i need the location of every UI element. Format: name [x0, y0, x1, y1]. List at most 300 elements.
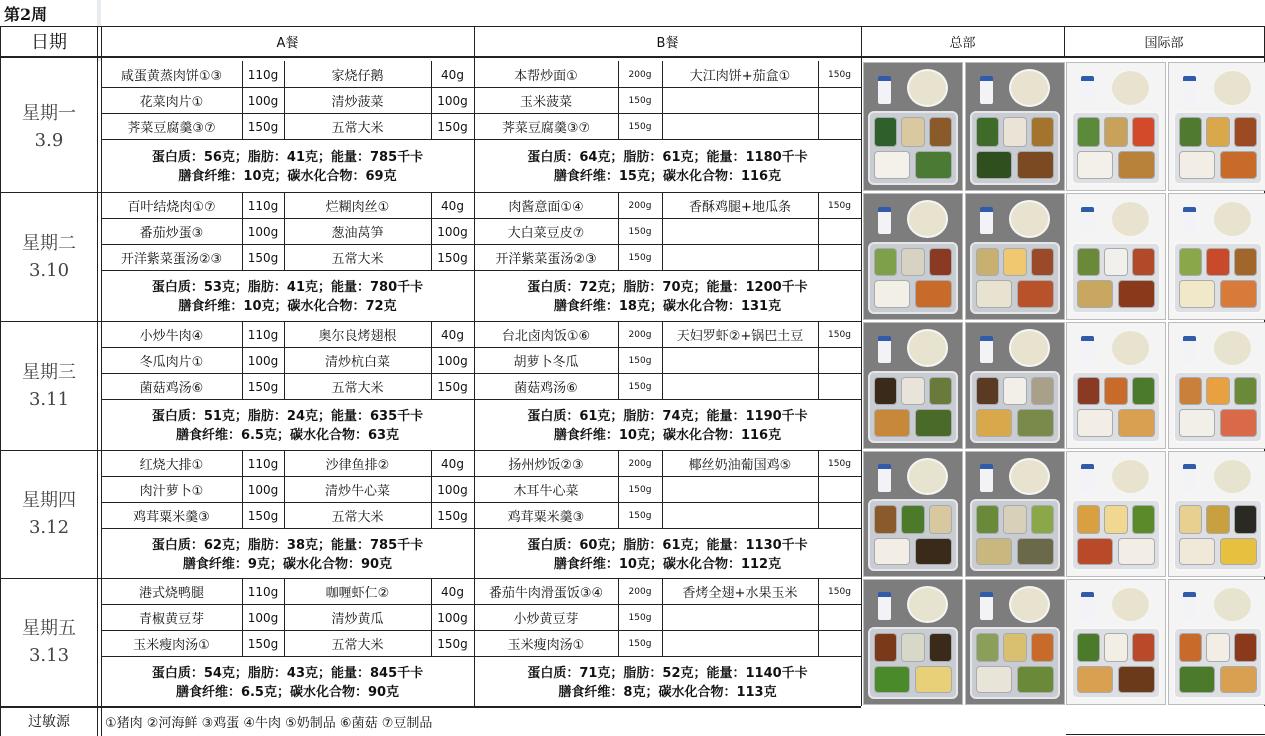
b-side-weight	[818, 219, 861, 244]
tray-compartment	[1234, 117, 1256, 146]
b-side-weight: 150g	[828, 586, 851, 597]
soup-bowl	[1212, 329, 1253, 367]
grid-line	[662, 113, 663, 139]
food-tray	[868, 499, 958, 571]
a-dish-name: 小炒牛肉④	[139, 329, 204, 344]
grid-line	[618, 373, 619, 399]
drink-cup	[1183, 207, 1197, 235]
day-cell	[1, 192, 97, 321]
b-side-weight	[818, 374, 861, 399]
date-label: 3.10	[28, 259, 70, 281]
a-side-weight: 150g	[437, 119, 468, 134]
a-side-name: 葱油莴笋	[331, 226, 384, 241]
a-side-weight: 100g	[437, 482, 468, 497]
grid-line	[101, 270, 861, 271]
soup-bowl	[1009, 200, 1050, 238]
a-side-name: 家烧仔鹅	[331, 69, 384, 84]
grid-line	[618, 347, 619, 373]
tray-compartment	[1003, 248, 1027, 277]
a-side-name: 沙律鱼排②	[325, 458, 390, 473]
b-side-weight: 150g	[828, 458, 851, 469]
nutrition-line: 膳食纤维：6.5克；碳水化合物：63克	[175, 428, 400, 443]
food-tray	[1173, 242, 1263, 315]
tray-compartment	[1017, 151, 1054, 179]
a-dish-weight: 100g	[247, 482, 279, 497]
day-cell	[1, 578, 97, 706]
food-tray	[1173, 371, 1263, 444]
tray-compartment	[1179, 248, 1201, 277]
grid-line	[242, 321, 243, 347]
grid-line	[242, 578, 243, 604]
soup-bowl	[907, 586, 948, 623]
tray-compartment	[1206, 633, 1230, 662]
tray-compartment	[1206, 505, 1230, 534]
grid-line	[861, 26, 862, 706]
grid-line	[662, 604, 663, 630]
weekday-label: 星期五	[22, 618, 76, 639]
drink-cup	[878, 464, 892, 491]
b-nutrition	[474, 402, 861, 450]
a-meal-header: A餐	[276, 35, 299, 51]
b-meal-header: B餐	[656, 35, 679, 51]
grid-line	[662, 578, 663, 604]
tray-compartment	[1077, 666, 1113, 693]
b-dish-name: 台北卤肉饭①⑥	[501, 329, 591, 344]
b-dish-name: 大白菜豆皮⑦	[507, 226, 585, 241]
tray-compartment	[976, 151, 1012, 179]
a-side-name: 五常大米	[331, 381, 384, 396]
tray-compartment	[1077, 377, 1099, 406]
drink-cup	[1081, 464, 1095, 491]
a-side-name: 清炒菠菜	[331, 95, 384, 110]
a-nutrition	[101, 273, 474, 321]
soup-bowl	[907, 458, 948, 495]
soup-bowl	[1110, 329, 1151, 367]
nutrition-line: 蛋白质：54克；脂肪：43克；能量：845千卡	[151, 665, 424, 681]
grid-line	[818, 604, 819, 630]
soup-bowl	[1212, 200, 1253, 238]
a-dish-name: 番茄炒蛋③	[139, 226, 204, 241]
nutrition-line: 膳食纤维：10克；碳水化合物：112克	[553, 556, 782, 572]
grid-line	[431, 502, 432, 528]
soup-bowl	[907, 69, 948, 107]
b-side-name	[662, 374, 818, 399]
tray-compartment	[1077, 248, 1099, 277]
nutrition-line: 膳食纤维：6.5克；碳水化合物：90克	[175, 684, 400, 700]
b-side-weight	[818, 348, 861, 373]
a-dish-weight: 110g	[247, 456, 279, 471]
a-side-name: 清炒黄瓜	[331, 612, 384, 627]
a-dish-name: 玉米瘦肉汤①	[133, 638, 210, 653]
tray-compartment	[929, 248, 951, 277]
tray-compartment	[1220, 280, 1257, 307]
grid-line	[818, 450, 819, 476]
drink-cup	[1183, 76, 1197, 104]
b-nutrition	[474, 142, 861, 192]
a-dish-name: 肉汁萝卜①	[139, 484, 204, 499]
grid-line	[284, 321, 285, 347]
grid-line	[818, 113, 819, 139]
b-side-weight	[818, 477, 861, 502]
a-dish-weight: 100g	[247, 224, 279, 239]
tray-compartment	[1118, 538, 1155, 565]
drink-cup	[1183, 592, 1197, 619]
b-side-name: 天妇罗虾②+锅巴土豆	[676, 329, 804, 344]
b-side-weight	[818, 88, 861, 113]
grid-line	[431, 604, 432, 630]
grid-line	[618, 244, 619, 270]
b-dish-weight: 150g	[628, 381, 652, 392]
grid-line	[818, 218, 819, 244]
a-side-weight: 150g	[437, 250, 468, 265]
b-dish-name: 小炒黄豆芽	[513, 612, 579, 627]
nutrition-line: 蛋白质：64克；脂肪：61克；能量：1180千卡	[527, 150, 808, 165]
a-dish-weight: 110g	[247, 327, 279, 342]
grid-line	[101, 139, 861, 140]
a-dish-weight: 150g	[247, 250, 279, 265]
allergen-label: 过敏源	[28, 714, 70, 730]
grid-line	[0, 56, 1265, 58]
b-dish-weight: 200g	[628, 69, 652, 80]
weekday-label: 星期四	[22, 490, 76, 511]
a-dish-name: 菌菇鸡汤⑥	[139, 381, 204, 396]
b-nutrition	[474, 659, 861, 706]
tray-compartment	[1017, 409, 1054, 436]
tray-compartment	[976, 377, 998, 406]
tray-compartment	[1132, 248, 1154, 277]
grid-line	[618, 218, 619, 244]
tray-compartment	[1077, 280, 1113, 307]
header-divider	[97, 0, 101, 26]
b-dish-weight: 200g	[628, 329, 652, 340]
week-label: 第2周	[4, 5, 48, 24]
tray-compartment	[1104, 505, 1128, 534]
food-tray	[1173, 111, 1263, 185]
food-tray	[1071, 371, 1161, 444]
b-dish-name: 扬州炒饭②③	[508, 458, 584, 473]
a-side-name: 烂糊肉丝①	[325, 200, 390, 215]
a-side-weight: 150g	[437, 379, 468, 394]
grid-line	[818, 87, 819, 113]
hq-meal-photo	[863, 193, 963, 320]
a-dish-weight: 110g	[247, 584, 279, 599]
tray-compartment	[1220, 409, 1257, 436]
tray-compartment	[874, 666, 910, 693]
food-tray	[1071, 111, 1161, 185]
grid-line	[662, 450, 663, 476]
a-dish-name: 港式烧鸭腿	[138, 586, 204, 601]
b-dish-weight: 150g	[628, 121, 652, 132]
grid-line	[284, 192, 285, 218]
tray-compartment	[1179, 377, 1201, 406]
intl-meal-photo	[1168, 62, 1265, 191]
soup-bowl	[1009, 586, 1050, 623]
food-tray	[970, 627, 1060, 699]
drink-cup	[980, 207, 994, 235]
tray-compartment	[1234, 505, 1256, 534]
tray-compartment	[1179, 538, 1215, 565]
grid-line	[242, 630, 243, 656]
tray-compartment	[1179, 666, 1215, 693]
hq-meal-photo	[965, 451, 1065, 577]
grid-line	[618, 61, 619, 87]
grid-line	[662, 476, 663, 502]
b-side-weight: 150g	[828, 69, 851, 80]
intl-meal-photo	[1168, 579, 1265, 705]
a-dish-weight: 110g	[247, 67, 279, 82]
a-side-name: 清炒牛心菜	[324, 484, 390, 499]
tray-compartment	[1179, 409, 1215, 436]
grid-line	[242, 87, 243, 113]
tray-compartment	[874, 117, 896, 146]
grid-line	[101, 656, 861, 657]
drink-cup	[1081, 336, 1095, 364]
grid-line	[618, 578, 619, 604]
tray-compartment	[1118, 151, 1155, 179]
tray-compartment	[901, 248, 925, 277]
grid-line	[662, 373, 663, 399]
hq-photo-header: 总部	[949, 35, 976, 51]
nutrition-line: 膳食纤维：10克；碳水化合物：69克	[178, 169, 397, 184]
a-side-weight: 150g	[437, 508, 468, 523]
food-tray	[970, 499, 1060, 571]
grid-line	[284, 604, 285, 630]
nutrition-line: 蛋白质：71克；脂肪：52克；能量：1140千卡	[527, 665, 808, 681]
grid-line	[284, 450, 285, 476]
grid-line	[242, 192, 243, 218]
grid-line	[242, 347, 243, 373]
drink-cup	[980, 464, 994, 491]
tray-compartment	[915, 538, 952, 565]
tray-compartment	[915, 280, 952, 307]
drink-cup	[1183, 464, 1197, 491]
tray-compartment	[1003, 377, 1027, 406]
b-dish-weight: 150g	[628, 510, 652, 521]
a-dish-name: 开洋紫菜蛋汤②③	[120, 252, 223, 267]
b-dish-name: 开洋紫菜蛋汤②③	[495, 252, 597, 267]
tray-compartment	[901, 377, 925, 406]
drink-cup	[980, 76, 994, 104]
a-dish-weight: 150g	[247, 379, 279, 394]
tray-compartment	[1077, 117, 1099, 146]
tray-compartment	[1031, 505, 1053, 534]
tray-compartment	[1104, 633, 1128, 662]
a-dish-weight: 150g	[247, 636, 279, 651]
b-dish-weight: 200g	[628, 586, 652, 597]
tray-compartment	[1206, 377, 1230, 406]
day-cell	[1, 450, 97, 578]
b-dish-weight: 150g	[628, 638, 652, 649]
tray-compartment	[901, 117, 925, 146]
a-nutrition	[101, 659, 474, 706]
nutrition-line: 膳食纤维：15克；碳水化合物：116克	[553, 169, 782, 184]
a-side-name: 五常大米	[331, 121, 384, 136]
grid-line	[431, 630, 432, 656]
tray-compartment	[1003, 505, 1027, 534]
grid-line	[97, 26, 98, 736]
b-dish-name: 玉米瘦肉汤①	[507, 638, 585, 653]
tray-compartment	[874, 151, 910, 179]
b-dish-name: 玉米菠菜	[519, 95, 572, 110]
a-dish-name: 红烧大排①	[139, 458, 204, 473]
nutrition-line: 膳食纤维：10克；碳水化合物：116克	[553, 428, 782, 443]
b-dish-name: 番茄牛肉滑蛋饭③④	[488, 586, 604, 601]
grid-line	[818, 61, 819, 87]
tray-compartment	[915, 151, 952, 179]
tray-compartment	[1031, 248, 1053, 277]
b-dish-name: 木耳牛心菜	[513, 484, 579, 499]
grid-line	[431, 113, 432, 139]
tray-compartment	[929, 377, 951, 406]
tray-compartment	[1220, 538, 1257, 565]
soup-bowl	[1212, 69, 1253, 107]
a-dish-name: 鸡茸粟米羹③	[133, 510, 210, 525]
grid-line	[242, 113, 243, 139]
b-side-name: 椰丝奶油葡国鸡⑤	[688, 458, 792, 473]
nutrition-line: 蛋白质：61克；脂肪：74克；能量：1190千卡	[527, 409, 808, 424]
tray-compartment	[901, 505, 925, 534]
tray-compartment	[976, 666, 1012, 693]
tray-compartment	[1179, 280, 1215, 307]
tray-compartment	[976, 505, 998, 534]
a-side-weight: 100g	[437, 353, 468, 368]
grid-line	[662, 61, 663, 87]
tray-compartment	[1017, 666, 1054, 693]
a-side-weight: 40g	[441, 327, 464, 342]
grid-line	[618, 630, 619, 656]
grid-line	[618, 321, 619, 347]
grid-line	[431, 373, 432, 399]
soup-bowl	[907, 329, 948, 367]
tray-compartment	[1179, 505, 1201, 534]
tray-compartment	[929, 633, 951, 662]
nutrition-line: 膳食纤维：10克；碳水化合物：72克	[178, 299, 397, 314]
grid-line	[662, 321, 663, 347]
tray-compartment	[1118, 409, 1155, 436]
grid-line	[431, 218, 432, 244]
b-dish-name: 鸡茸粟米羹③	[507, 510, 585, 525]
tray-compartment	[874, 377, 896, 406]
tray-compartment	[929, 505, 951, 534]
soup-bowl	[1009, 329, 1050, 367]
grid-line	[284, 502, 285, 528]
tray-compartment	[1132, 377, 1154, 406]
grid-line	[242, 450, 243, 476]
grid-line	[242, 61, 243, 87]
intl-meal-photo	[1168, 322, 1265, 449]
tray-compartment	[976, 538, 1012, 565]
a-side-weight: 100g	[437, 610, 468, 625]
nutrition-line: 蛋白质：72克；脂肪：70克；能量：1200千卡	[527, 280, 808, 295]
a-dish-name: 百叶结烧肉①⑦	[127, 200, 216, 215]
grid-line	[284, 373, 285, 399]
b-dish-weight: 150g	[628, 612, 652, 623]
grid-line	[284, 578, 285, 604]
hq-meal-photo	[965, 193, 1065, 320]
food-tray	[1173, 627, 1263, 699]
grid-line	[662, 630, 663, 656]
drink-cup	[980, 336, 994, 364]
intl-meal-photo	[1066, 451, 1166, 577]
tray-compartment	[1132, 505, 1154, 534]
b-side-weight: 150g	[828, 200, 851, 211]
food-tray	[970, 371, 1060, 444]
a-dish-name: 花菜肉片①	[139, 95, 204, 110]
b-dish-weight: 200g	[628, 200, 652, 211]
b-dish-weight: 150g	[628, 484, 652, 495]
nutrition-line: 蛋白质：62克；脂肪：38克；能量：785千卡	[151, 537, 424, 553]
grid-line	[284, 630, 285, 656]
tray-compartment	[1132, 117, 1154, 146]
b-side-name	[662, 348, 818, 373]
tray-compartment	[1179, 633, 1201, 662]
grid-line	[618, 502, 619, 528]
food-tray	[868, 111, 958, 185]
grid-line	[431, 450, 432, 476]
grid-line	[818, 476, 819, 502]
tray-compartment	[1077, 505, 1099, 534]
tray-compartment	[1179, 151, 1215, 179]
a-side-name: 奥尔良烤翅根	[318, 329, 397, 344]
tray-compartment	[1031, 633, 1053, 662]
b-side-name	[662, 631, 818, 656]
grid-line	[818, 578, 819, 604]
grid-line	[662, 192, 663, 218]
grid-line	[431, 347, 432, 373]
grid-line	[431, 321, 432, 347]
tray-compartment	[1017, 538, 1054, 565]
grid-line	[431, 192, 432, 218]
intl-meal-photo	[1066, 193, 1166, 320]
grid-line	[618, 604, 619, 630]
b-dish-name: 肉酱意面①④	[508, 200, 584, 215]
grid-line	[242, 244, 243, 270]
tray-compartment	[976, 280, 1012, 307]
grid-line	[1066, 734, 1265, 735]
grid-line	[818, 244, 819, 270]
grid-line	[101, 528, 861, 529]
tray-compartment	[874, 538, 910, 565]
a-side-name: 五常大米	[331, 638, 384, 653]
a-dish-name: 青椒黄豆芽	[138, 612, 204, 627]
grid-line	[662, 502, 663, 528]
soup-bowl	[907, 200, 948, 238]
grid-line	[284, 113, 285, 139]
grid-line	[818, 373, 819, 399]
intl-meal-photo	[1066, 579, 1166, 705]
b-nutrition	[474, 531, 861, 578]
grid-line	[284, 476, 285, 502]
tray-compartment	[874, 633, 896, 662]
tray-compartment	[929, 117, 951, 146]
a-side-weight: 40g	[441, 198, 464, 213]
drink-cup	[1183, 336, 1197, 364]
a-side-weight: 40g	[441, 456, 464, 471]
b-side-name	[662, 88, 818, 113]
hq-meal-photo	[965, 322, 1065, 449]
a-dish-weight: 150g	[247, 119, 279, 134]
a-side-weight: 100g	[437, 224, 468, 239]
b-side-weight	[818, 245, 861, 270]
soup-bowl	[1110, 200, 1151, 238]
tray-compartment	[874, 409, 910, 436]
a-dish-weight: 110g	[247, 198, 279, 213]
drink-cup	[1081, 592, 1095, 619]
nutrition-line: 膳食纤维：8克；碳水化合物：113克	[558, 684, 777, 700]
tray-compartment	[1003, 117, 1027, 146]
food-tray	[868, 627, 958, 699]
grid-line	[818, 321, 819, 347]
